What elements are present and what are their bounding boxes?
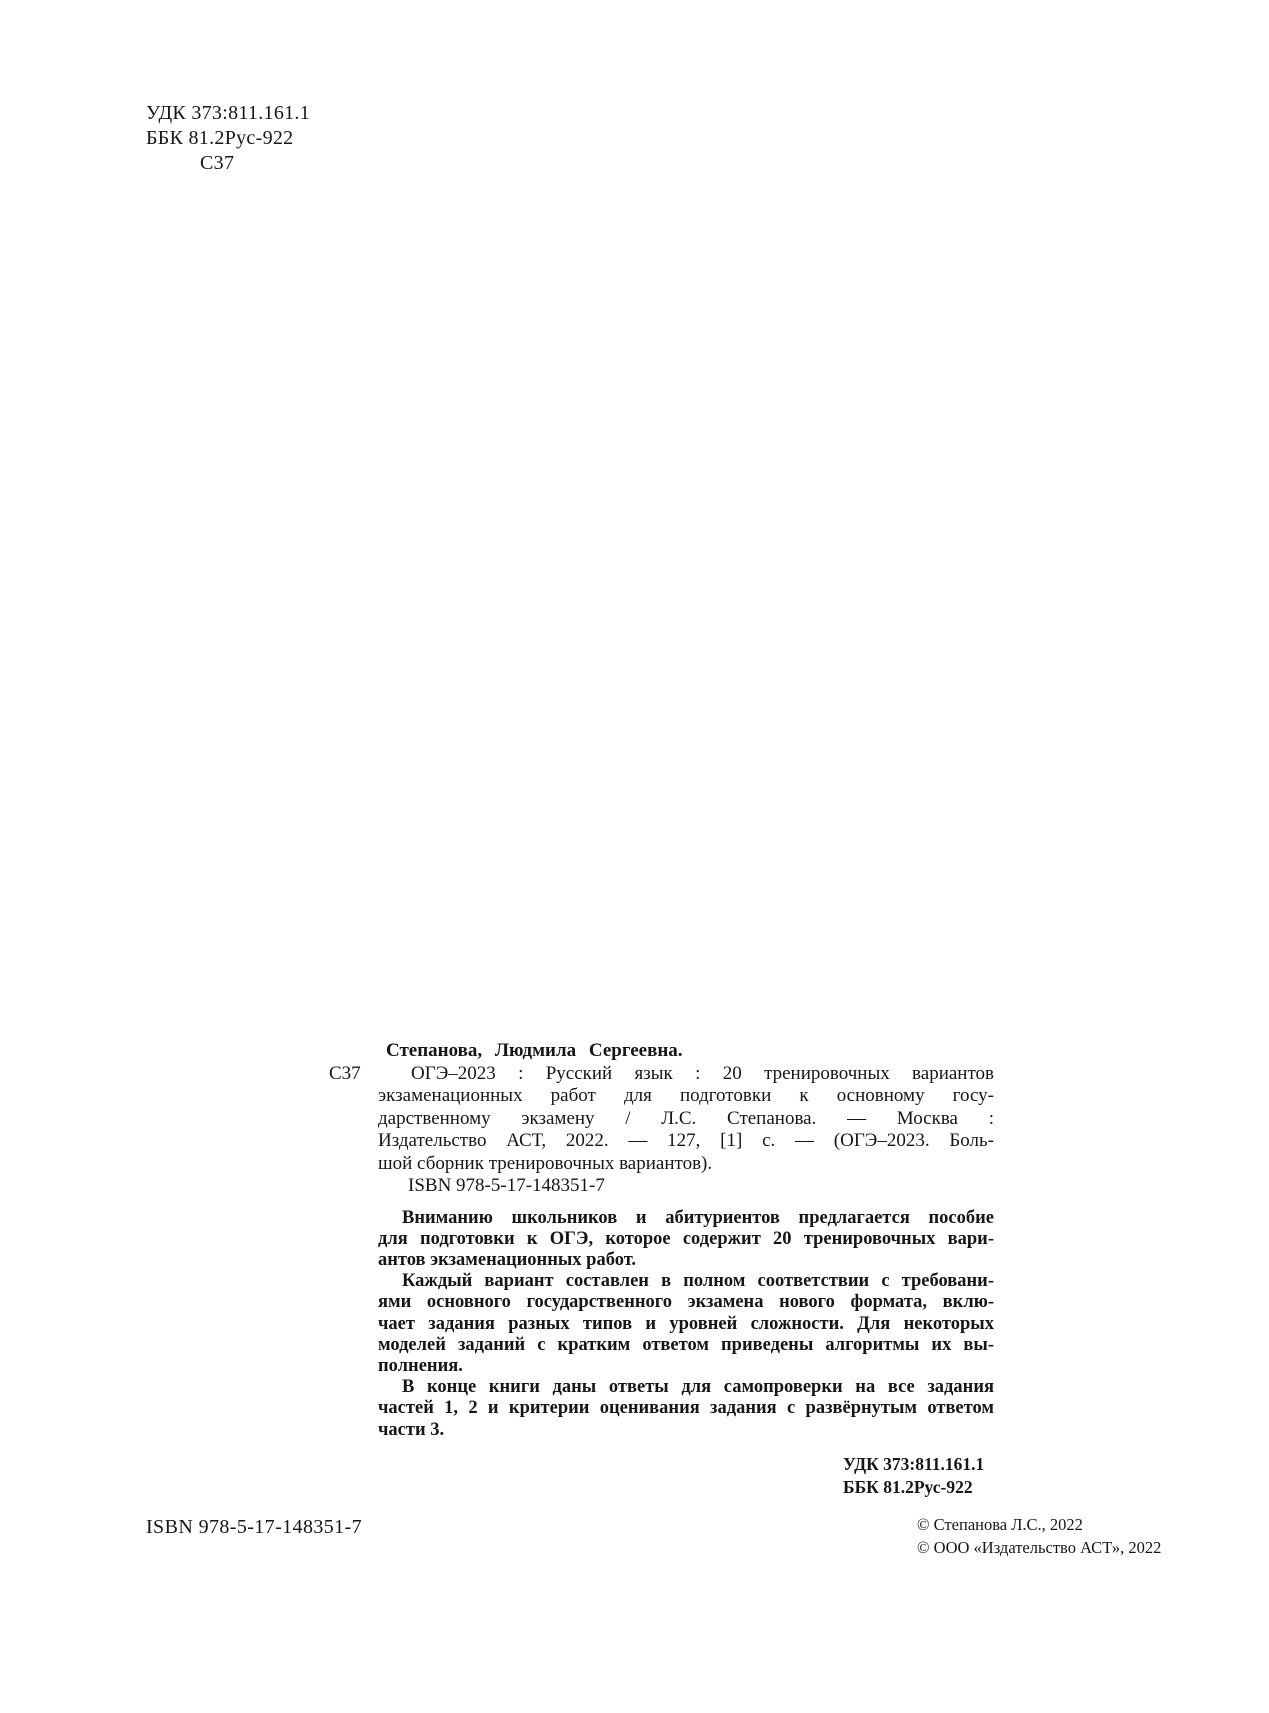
bibliographic-description	[329, 1062, 994, 1198]
annotation-line: для подготовки к ОГЭ, которое содержит 20 тренировочных вари-	[378, 1228, 994, 1249]
bbk-code-bottom: ББК 81.2Рус-922	[843, 1476, 973, 1497]
entry-label: С37	[329, 1062, 361, 1084]
copyright-publisher: © ООО «Издательство АСТ», 2022	[917, 1538, 1162, 1557]
top-classification-codes	[146, 101, 310, 176]
annotation-line: части 3.	[378, 1419, 445, 1440]
biblio-line: шой сборник тренировочных вариантов).	[378, 1152, 713, 1174]
catalog-card	[329, 1040, 994, 1441]
isbn-line: ISBN 978-5-17-148351-7	[408, 1175, 605, 1196]
biblio-line: Издательство АСТ, 2022. — 127, [1] с. — (ОГЭ–2023. Боль-	[378, 1130, 994, 1151]
annotation-line: чает задания разных типов и уровней сложности. Для некоторых	[378, 1313, 994, 1334]
annotation-line: Каждый вариант составлен в полном соответствии с требовани-	[402, 1271, 994, 1292]
annotation-line: моделей заданий с кратким ответом приведены алгоритмы их вы-	[378, 1334, 994, 1355]
annotation	[378, 1208, 994, 1441]
isbn-footer: ISBN 978-5-17-148351-7	[146, 1516, 363, 1538]
biblio-line: экзаменационных работ для подготовки к основному госу-	[378, 1085, 994, 1106]
biblio-line: ОГЭ–2023 : Русский язык : 20 тренировочных вариантов	[411, 1062, 994, 1084]
copyright-author: © Степанова Л.С., 2022	[917, 1515, 1083, 1534]
author-sign-top: С37	[200, 152, 235, 174]
annotation-line: ями основного государственного экзамена нового формата, вклю-	[378, 1292, 994, 1313]
annotation-line: Вниманию школьников и абитуриентов предлагается пособие	[402, 1207, 994, 1228]
biblio-line: дарственному экзамену / Л.С. Степанова. — Москва :	[378, 1107, 994, 1129]
author-heading: Степанова, Людмила Сергеевна.	[386, 1040, 683, 1061]
annotation-line: частей 1, 2 и критерии оценивания задания с развёрнутым ответом	[378, 1398, 994, 1419]
bbk-code-top: ББК 81.2Рус-922	[146, 127, 294, 149]
udk-code-bottom: УДК 373:811.161.1	[843, 1454, 985, 1474]
copyright-block	[917, 1513, 1161, 1559]
annotation-line: В конце книги даны ответы для самопроверки на все задания	[402, 1377, 994, 1398]
annotation-line: антов экзаменационных работ.	[378, 1249, 637, 1270]
bottom-classification-codes	[843, 1453, 984, 1498]
annotation-line: полнения.	[378, 1355, 463, 1376]
udk-code-top: УДК 373:811.161.1	[146, 102, 311, 124]
